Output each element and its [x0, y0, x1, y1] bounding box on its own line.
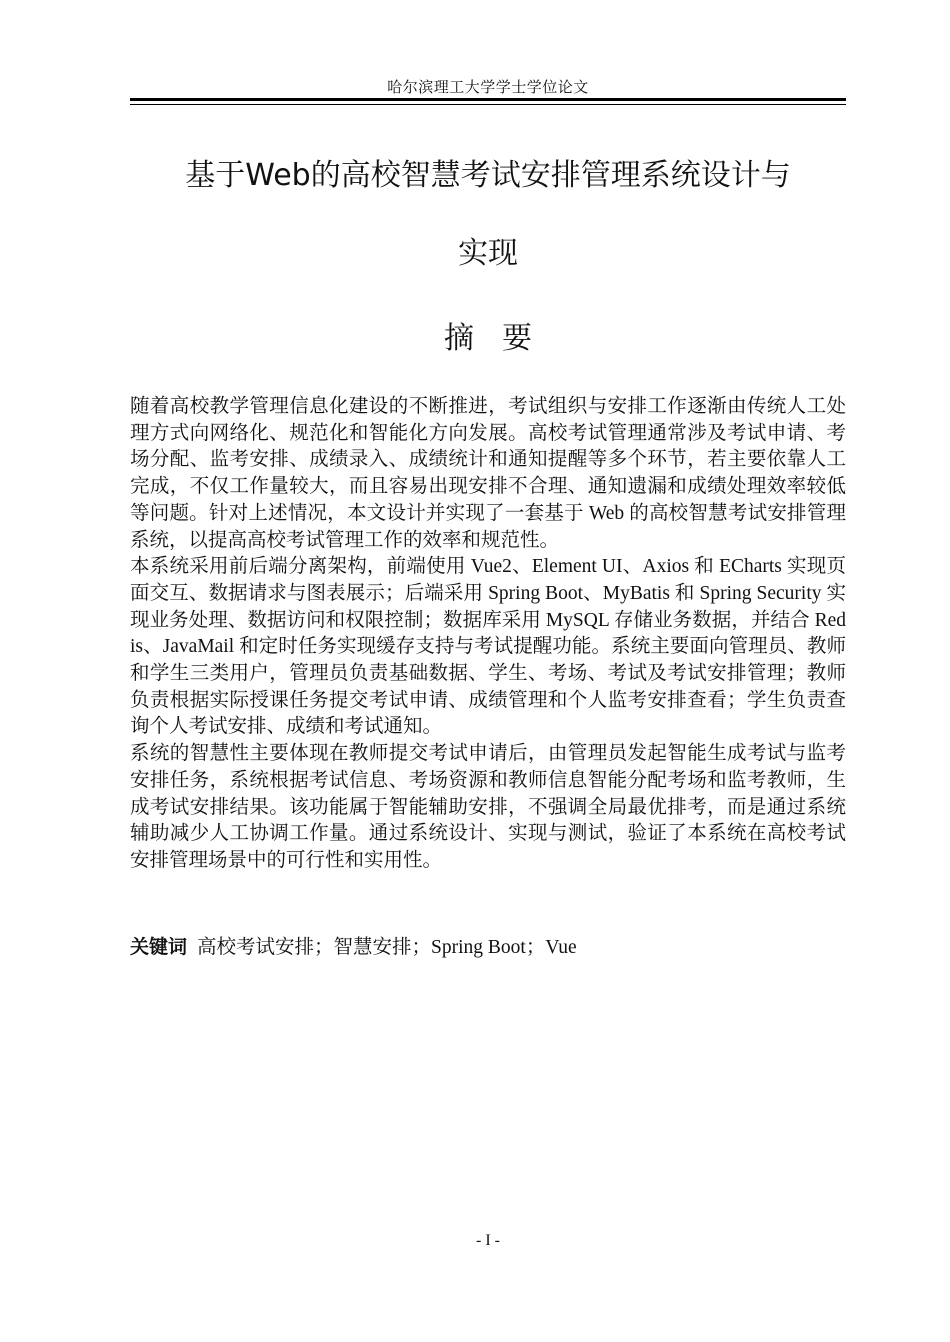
thesis-title-line-1: 基于Web的高校智慧考试安排管理系统设计与: [185, 158, 791, 193]
thesis-title-line-2: 实现: [458, 236, 518, 271]
keywords-line: [130, 934, 846, 961]
abstract-heading: 摘要: [444, 321, 560, 356]
header-rule-thin: [130, 104, 846, 105]
abstract-body: [130, 394, 846, 875]
header-rule-thick: [130, 98, 846, 101]
abstract-paragraph-1: 随着高校教学管理信息化建设的不断推进，考试组织与安排工作逐渐由传统人工处理方式向网络化、规范化和智能化方向发展。高校考试管理通常涉及考试申请、考场分配、监考安排、成绩录入、成绩统计和通知提醒等多个环节，若主要依靠人工完成，不仅工作量较大，而且容易出现安排不合理、通知遗漏和成绩处理效率较低等问题。针对上述情况，本文设计并实现了一套基于 Web 的高校智慧考试安排管理系统，以提高高校考试管理工作的效率和规范性。: [130, 396, 846, 551]
keywords-text: 高校考试安排；智慧安排；Spring Boot；Vue: [197, 937, 577, 958]
page-number: - I -: [476, 1232, 500, 1249]
abstract-paragraph-2: 本系统采用前后端分离架构，前端使用 Vue2、Element UI、Axios 和 ECharts 实现页面交互、数据请求与图表展示；后端采用 Spring Boot、MyBatis 和 Spring Security 实现业务处理、数据访问和权限控制；数据库采用 MySQL 存储业务数据，并结合 Redis、JavaMail 和定时任务实现缓存支持与考试提醒功能。系统主要面向管理员、教师和学生三类用户，管理员负责基础数据、学生、考场、考试及考试安排管理；教师负责根据实际授课任务提交考试申请、成绩管理和个人监考安排查看；学生负责查询个人考试安排、成绩和考试通知。: [130, 556, 846, 738]
abstract-paragraph-3: 系统的智慧性主要体现在教师提交考试申请后，由管理员发起智能生成考试与监考安排任务，系统根据考试信息、考场资源和教师信息智能分配考场和监考教师，生成考试安排结果。该功能属于智能辅助安排，不强调全局最优排考，而是通过系统辅助减少人工协调工作量。通过系统设计、实现与测试，验证了本系统在高校考试安排管理场景中的可行性和实用性。: [130, 743, 846, 871]
keywords-label: 关键词: [130, 936, 188, 958]
running-header: 哈尔滨理工大学学士学位论文: [387, 80, 589, 96]
